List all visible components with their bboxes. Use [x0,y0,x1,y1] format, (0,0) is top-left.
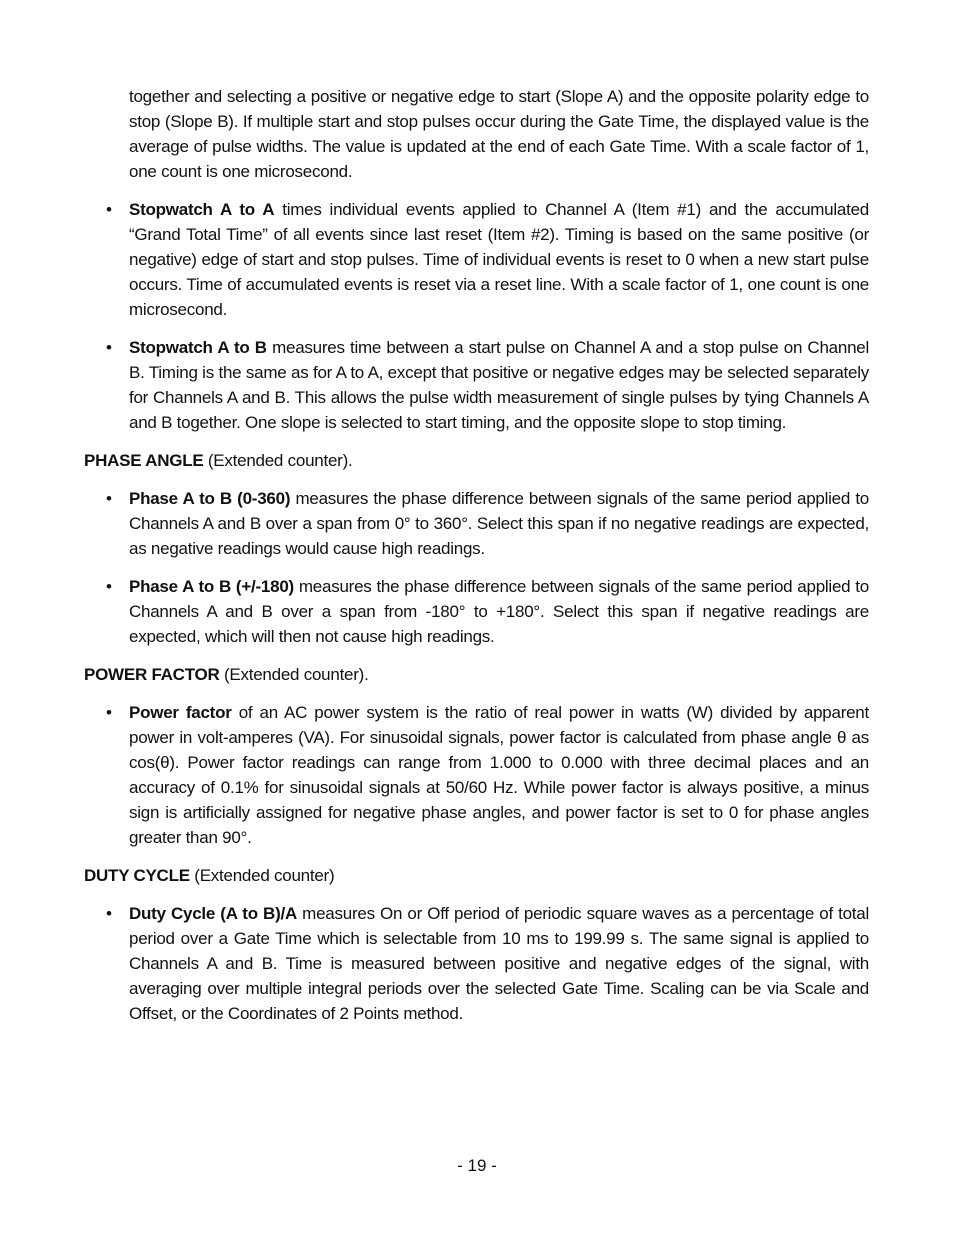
heading-power-factor: POWER FACTOR [84,665,220,684]
section-heading-phase-angle [84,448,869,473]
bullet-icon: • [106,200,112,219]
heading-suffix-power-factor: (Extended counter). [219,665,369,684]
description-phase-plus-minus-180: measures the phase difference between signals of the same period applied to Channels A and B over a span from -180° to +180°. Select this span if negative readings are expected, which will then not cause high readings. [129,577,869,646]
heading-suffix-phase-angle: (Extended counter). [203,451,353,470]
duty-cycle-list [84,901,869,1026]
list-item-power-factor [84,700,869,850]
term-stopwatch-a-to-a: Stopwatch A to A [129,200,275,219]
page-number: - 19 - [457,1156,497,1175]
list-item-phase-plus-minus-180 [84,574,869,649]
bullet-icon: • [106,338,112,357]
bullet-icon: • [106,703,112,722]
section-heading-duty-cycle [84,863,869,888]
section-heading-power-factor [84,662,869,687]
bullet-icon: • [106,904,112,923]
stopwatch-list [84,197,869,435]
description-phase-0-360: measures the phase difference between signals of the same period applied to Channels A and B over a span from 0° to 360°. Select this span if no negative readings are expected, as negative readings would cause high readings. [129,489,870,558]
term-duty-cycle: Duty Cycle (A to B)/A [129,904,297,923]
description-power-factor: of an AC power system is the ratio of real power in watts (W) divided by apparent power in volt-amperes (VA). For sinusoidal signals, power factor is calculated from phase angle θ as cos(θ). Power factor readings can range from 1.000 to 0.000 with three decimal places and an accuracy of 0.1% for sinusoidal signals at 50/60 Hz. While power factor is always positive, a minus sign is artificially assigned for negative phase angles, and power factor is set to 0 for phase angles greater than 90°. [129,703,869,847]
list-item-phase-0-360 [84,486,869,561]
document-page [84,84,869,1039]
phase-angle-list [84,486,869,649]
description-duty-cycle: measures On or Off period of periodic square waves as a percentage of total period over a Gate Time which is selectable from 10 ms to 199.99 s. The same signal is applied to Channels A and B. Time is measured between positive and negative edges of the signal, with averaging over multiple integral periods over the selected Gate Time. Scaling can be via Scale and Offset, or the Coordinates of 2 Points method. [129,904,869,1023]
heading-suffix-duty-cycle: (Extended counter) [189,866,335,885]
term-stopwatch-a-to-b: Stopwatch A to B [129,338,267,357]
list-item-stopwatch-a-to-b [84,335,869,435]
bullet-icon: • [106,577,112,596]
spacer [84,184,869,197]
heading-duty-cycle: DUTY CYCLE [84,866,190,885]
list-item-stopwatch-a-to-a [84,197,869,322]
power-factor-list [84,700,869,850]
intro-paragraph: together and selecting a positive or negative edge to start (Slope A) and the opposite polarity edge to stop (Slope B). If multiple start and stop pulses occur during the Gate Time, the displayed value is the average of pulse widths. The value is updated at the end of each Gate Time. With a scale factor of 1, one count is one microsecond. [129,87,869,181]
term-power-factor: Power factor [129,703,232,722]
heading-phase-angle: PHASE ANGLE [84,451,204,470]
list-item-duty-cycle [84,901,869,1026]
bullet-icon: • [106,489,112,508]
term-phase-0-360: Phase A to B (0-360) [129,489,291,508]
term-phase-plus-minus-180: Phase A to B (+/-180) [129,577,294,596]
description-stopwatch-a-to-a: times individual events applied to Channel A (Item #1) and the accumulated “Grand Total Time” of all events since last reset (Item #2). Timing is based on the same positive (or negative) edge of start and stop pulses. Time of individual events is reset to 0 when a new start pulse occurs. Time of accumulated events is reset via a reset line. With a scale factor of 1, one count is one microsecond. [129,200,869,319]
description-stopwatch-a-to-b: measures time between a start pulse on Channel A and a stop pulse on Channel B. Timing is the same as for A to A, except that positive or negative edges may be selected separately for Channels A and B. This allows the pulse width measurement of single pulses by tying Channels A and B together. One slope is selected to start timing, and the opposite slope to stop timing. [129,338,869,432]
